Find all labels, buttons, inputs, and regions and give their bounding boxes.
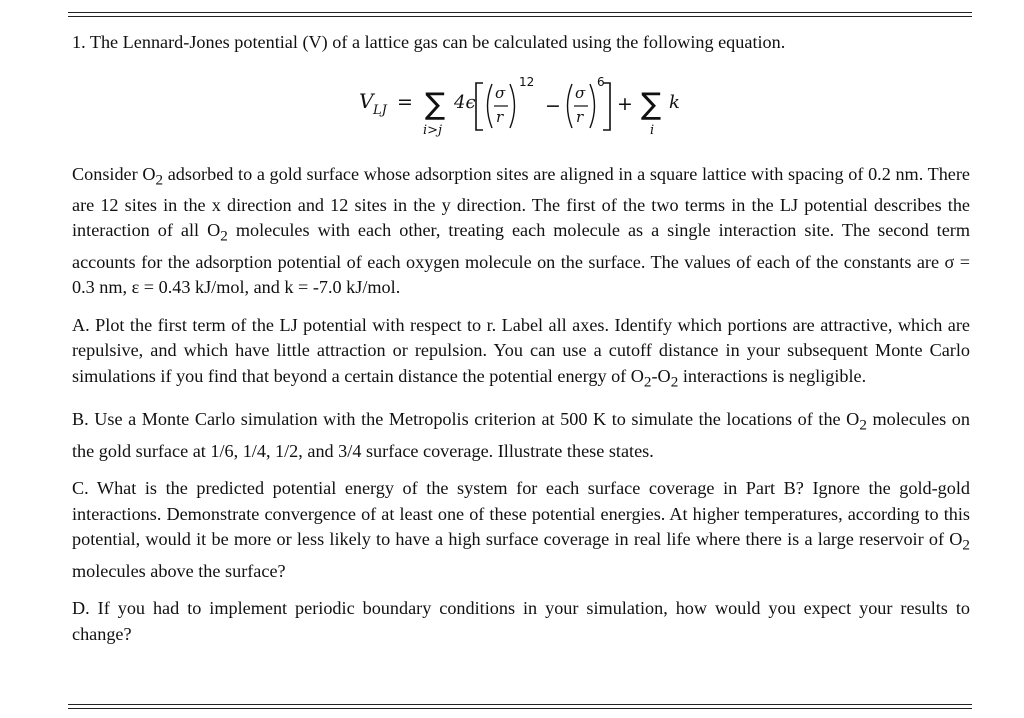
equation-graphic bbox=[72, 62, 970, 154]
part-a-text-2: -O bbox=[651, 366, 671, 387]
eq-exponent-6: 6 bbox=[597, 74, 605, 89]
bottom-rule-2 bbox=[68, 708, 972, 709]
part-c-text-1: C. What is the predicted potential energy of the system for each surface coverage in Part B? Ignore the gold-gold interactions. Demonstrate convergence of at least one of these potential energies. At higher temperatures, according to this potential, would it be more or less likely to have a high surface coverage in real life where there is a large reservoir of O bbox=[72, 478, 970, 550]
eq-sigma-2: σ bbox=[575, 83, 586, 102]
context-text-1: Consider O bbox=[72, 163, 156, 184]
part-d-paragraph: D. If you had to implement periodic boundary conditions in your simulation, how would you expect your results to change? bbox=[72, 598, 970, 644]
part-b-text-2: molecules on the gold surface at 1/6, 1/4, 1/2, and 3/4 surface coverage. Illustrate these states. bbox=[72, 409, 970, 461]
eq-paren-2-left bbox=[568, 84, 573, 128]
question-title: 1. The Lennard-Jones potential (V) of a lattice gas can be calculated using the following equation. bbox=[72, 32, 786, 52]
eq-k: k bbox=[669, 91, 680, 113]
eq-paren-1-left bbox=[488, 84, 493, 128]
top-rule-2 bbox=[68, 16, 972, 17]
part-c-subscript-1: 2 bbox=[962, 536, 970, 554]
part-a-subscript-1: 2 bbox=[643, 373, 652, 391]
eq-paren-2-right bbox=[590, 84, 595, 128]
eq-sigma-1: σ bbox=[495, 83, 506, 102]
eq-coefficient: 4ϵ bbox=[454, 91, 476, 113]
eq-sum-1: ∑ bbox=[425, 86, 446, 122]
part-b-paragraph bbox=[72, 407, 970, 464]
context-subscript-1: 2 bbox=[155, 171, 164, 189]
part-c-text-2: molecules above the surface? bbox=[72, 560, 286, 581]
eq-left-bracket bbox=[476, 83, 483, 130]
eq-equals: = bbox=[397, 90, 413, 113]
bottom-rule-1 bbox=[68, 704, 972, 705]
context-paragraph bbox=[72, 162, 970, 301]
question-document bbox=[72, 30, 970, 647]
top-rule-1 bbox=[68, 12, 972, 13]
eq-lhs-v: V bbox=[359, 88, 374, 113]
part-c-paragraph bbox=[72, 476, 970, 584]
part-a-paragraph bbox=[72, 313, 970, 395]
eq-r-1: r bbox=[496, 107, 504, 126]
eq-lhs-subscript: LJ bbox=[373, 102, 387, 118]
context-text-2: adsorbed to a gold surface whose adsorption sites are aligned in a square lattice with spacing of 0.2 nm. There are 12 sites in the x direction and 12 sites in the y direction. The first of the two terms in the LJ potential describes the interaction of all O bbox=[72, 163, 970, 241]
eq-plus: + bbox=[617, 92, 633, 115]
context-text-3: molecules with each other, treating each molecule as a single interaction site. The second term accounts for the adsorption potential of each oxygen molecule on the surface. The values of each of the constants are σ = 0.3 nm, ε = 0.43 kJ/mol, and k = -7.0 kJ/mol. bbox=[72, 220, 970, 298]
eq-r-2: r bbox=[576, 107, 584, 126]
eq-sum-1-subscript: i>j bbox=[423, 122, 443, 138]
eq-sum-2-subscript: i bbox=[650, 122, 655, 138]
eq-exponent-12: 12 bbox=[519, 74, 535, 89]
part-a-subscript-2: 2 bbox=[670, 373, 679, 391]
eq-right-bracket bbox=[603, 83, 610, 130]
part-b-subscript-1: 2 bbox=[859, 416, 867, 434]
eq-paren-1-right bbox=[510, 84, 515, 128]
part-a-text-3: interactions is negligible. bbox=[678, 366, 867, 387]
lennard-jones-equation bbox=[72, 62, 970, 154]
context-subscript-2: 2 bbox=[220, 228, 228, 246]
part-b-text-1: B. Use a Monte Carlo simulation with the Metropolis criterion at 500 K to simulate the locations of the O bbox=[72, 409, 860, 430]
part-a-text-1: A. Plot the first term of the LJ potential with respect to r. Label all axes. Identify which portions are attractive, which are repulsive, and which have little attraction or repulsion. You can use a cutoff distance in your subsequent Monte Carlo simulations if you find that beyond a certain distance the potential energy of O bbox=[72, 314, 970, 387]
eq-minus: − bbox=[545, 94, 561, 117]
eq-sum-2: ∑ bbox=[641, 86, 662, 122]
